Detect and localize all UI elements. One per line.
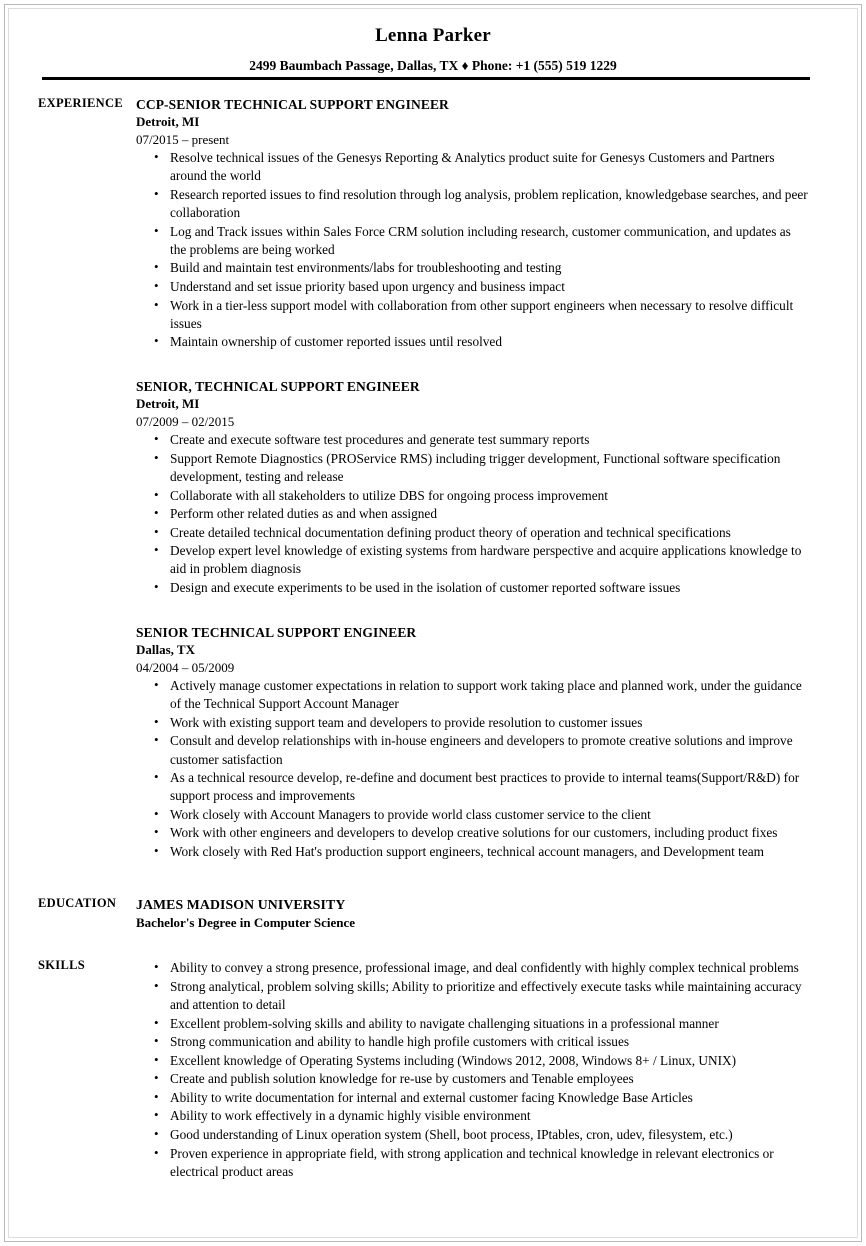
list-item: • Research reported issues to find resolution through log analysis, problem replication, knowledgebase searches, and peer collaboration [154, 186, 810, 222]
list-item: • Work closely with Account Managers to provide world class customer service to the client [154, 806, 810, 824]
list-item: • Work closely with Red Hat's production support engineers, technical account managers, and Development team [154, 843, 810, 861]
list-item: • Create and execute software test procedures and generate test summary reports [154, 431, 810, 449]
skills-body [136, 958, 866, 1181]
skills-bullet-list [136, 959, 810, 1180]
header-divider-rule [42, 77, 810, 80]
education-body [136, 896, 866, 933]
list-item: • Design and execute experiments to be used in the isolation of customer reported software issues [154, 579, 810, 597]
list-item: • Ability to write documentation for internal and external customer facing Knowledge Base Articles [154, 1089, 810, 1107]
education-school: JAMES MADISON UNIVERSITY [136, 896, 346, 912]
list-item: • Understand and set issue priority based upon urgency and business impact [154, 278, 810, 296]
job-spacer [136, 352, 810, 378]
section-skills [0, 958, 866, 1181]
section-experience [0, 96, 866, 862]
job-entry [136, 378, 810, 597]
section-label-skills: SKILLS [38, 958, 85, 973]
job-dates: 04/2004 – 05/2009 [136, 659, 235, 675]
list-item: • Create and publish solution knowledge for re-use by customers and Tenable employees [154, 1070, 810, 1088]
list-item: • Perform other related duties as and when assigned [154, 505, 810, 523]
job-dates: 07/2015 – present [136, 131, 230, 147]
candidate-name: Lenna Parker [375, 25, 491, 46]
job-bullet-list [136, 149, 810, 351]
experience-body [136, 96, 866, 862]
job-entry [136, 96, 810, 352]
list-item: • Ability to work effectively in a dynamic highly visible environment [154, 1107, 810, 1125]
job-location: Detroit, MI [136, 114, 200, 130]
resume-header [0, 0, 866, 74]
job-dates: 07/2009 – 02/2015 [136, 413, 235, 429]
section-label-education: EDUCATION [38, 895, 117, 910]
job-bullet-list [136, 677, 810, 861]
list-item: • Proven experience in appropriate field, with strong application and technical knowledge in relevant electronics or electrical product areas [154, 1145, 810, 1181]
job-title: SENIOR, TECHNICAL SUPPORT ENGINEER [136, 378, 420, 394]
list-item: • Maintain ownership of customer reported issues until resolved [154, 333, 810, 351]
list-item: • As a technical resource develop, re-define and document best practices to provide to internal teams(Support/R&D) for support process and improvements [154, 769, 810, 805]
list-item: • Build and maintain test environments/labs for troubleshooting and testing [154, 259, 810, 277]
job-location: Dallas, TX [136, 642, 195, 658]
list-item: • Collaborate with all stakeholders to utilize DBS for ongoing process improvement [154, 487, 810, 505]
list-item: • Log and Track issues within Sales Force CRM solution including research, customer communication, and updates as the problems are being worked [154, 223, 810, 259]
contact-line: 2499 Baumbach Passage, Dallas, TX ♦ Phone: +1 (555) 519 1229 [249, 57, 617, 73]
list-item: • Strong analytical, problem solving skills; Ability to prioritize and effectively execute tasks while maintaining accuracy and attention to detail [154, 978, 810, 1014]
list-item: • Actively manage customer expectations in relation to support work taking place and planned work, under the guidance of the Technical Support Account Manager [154, 677, 810, 713]
list-item: • Work with other engineers and developers to develop creative solutions for our customers, including product fixes [154, 824, 810, 842]
list-item: • Consult and develop relationships with in-house engineers and developers to promote creative solutions and improve customer satisfaction [154, 732, 810, 768]
list-item: • Support Remote Diagnostics (PROService RMS) including trigger development, Functional software specification development, testing and release [154, 450, 810, 486]
list-item: • Work with existing support team and developers to provide resolution to customer issues [154, 714, 810, 732]
job-entry [136, 624, 810, 861]
list-item: • Ability to convey a strong presence, professional image, and deal confidently with highly complex technical problems [154, 959, 810, 977]
job-location: Detroit, MI [136, 396, 200, 412]
list-item: • Strong communication and ability to handle high profile customers with critical issues [154, 1033, 810, 1051]
list-item: • Develop expert level knowledge of existing systems from hardware perspective and acquire applications knowledge to aid in problem diagnosis [154, 542, 810, 578]
list-item: • Excellent problem-solving skills and ability to navigate challenging situations in a professional manner [154, 1015, 810, 1033]
job-title: SENIOR TECHNICAL SUPPORT ENGINEER [136, 624, 417, 640]
section-label-experience: EXPERIENCE [38, 95, 123, 110]
section-education [0, 896, 866, 933]
list-item: • Create detailed technical documentation defining product theory of operation and technical specifications [154, 524, 810, 542]
list-item: • Excellent knowledge of Operating Systems including (Windows 2012, 2008, Windows 8+ / Linux, UNIX) [154, 1052, 810, 1070]
list-item: • Good understanding of Linux operation system (Shell, boot process, IPtables, cron, udev, filesystem, etc.) [154, 1126, 810, 1144]
list-item: • Work in a tier-less support model with collaboration from other support engineers when necessary to resolve difficult issues [154, 297, 810, 333]
list-item: • Resolve technical issues of the Genesys Reporting & Analytics product suite for Genesys Customers and Partners around the world [154, 149, 810, 185]
job-title: CCP-SENIOR TECHNICAL SUPPORT ENGINEER [136, 96, 449, 112]
education-degree: Bachelor's Degree in Computer Science [136, 915, 356, 931]
job-bullet-list [136, 431, 810, 597]
job-spacer [136, 598, 810, 624]
